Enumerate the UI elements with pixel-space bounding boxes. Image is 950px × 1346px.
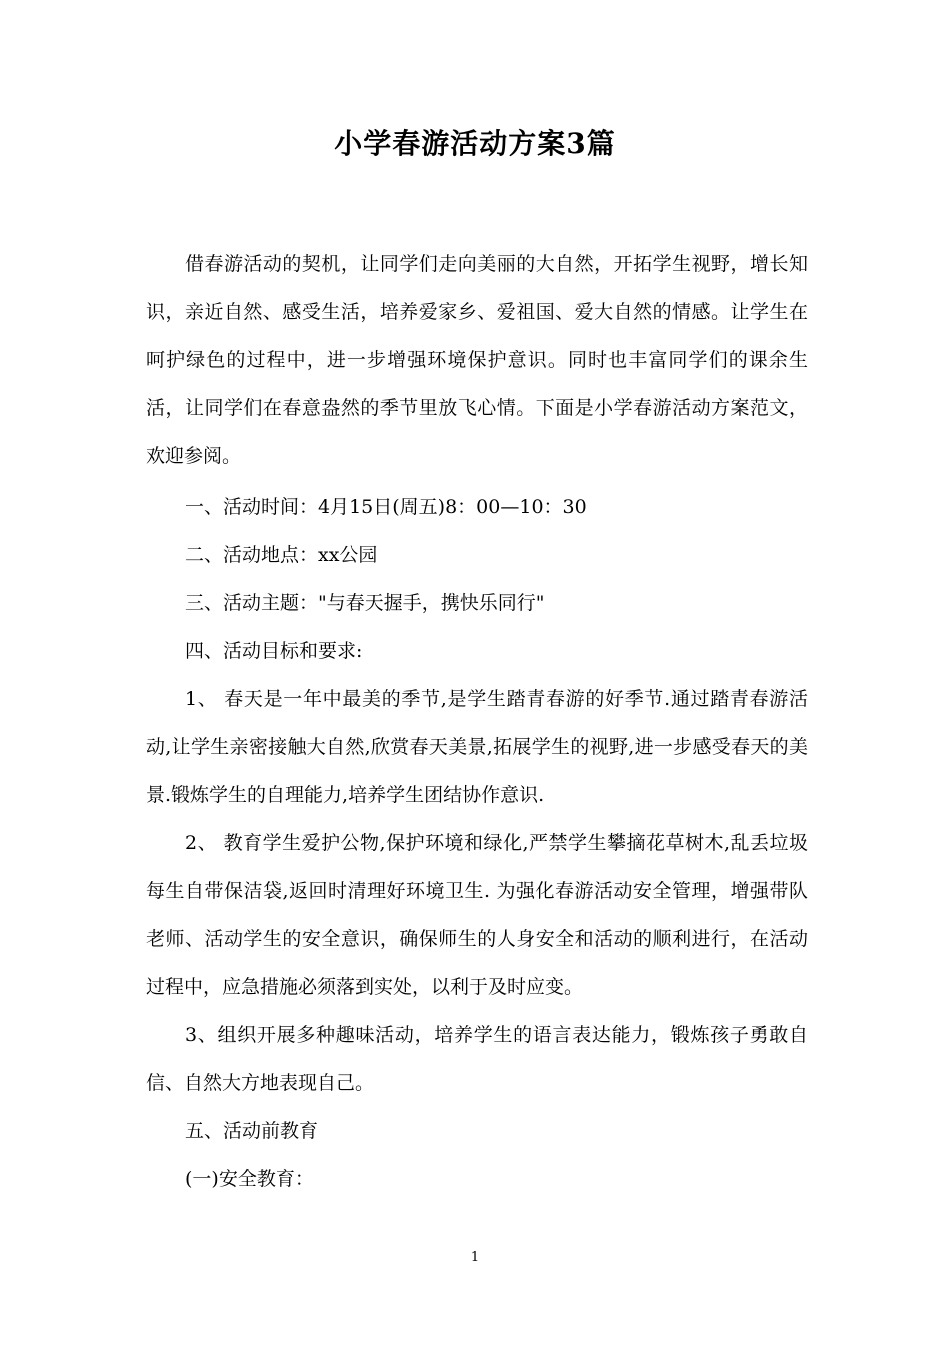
document-title: 小学春游活动方案3篇 [334,127,616,160]
plan-list [146,483,808,1203]
plan-item-location: 二、活动地点：xx公园 [185,544,378,566]
plan-item-goal-3: 3、组织开展多种趣味活动，培养学生的语言表达能力，锻炼孩子勇敢自信、自然大方地表现自己。 [146,1024,808,1094]
page-number: 1 [470,1250,480,1265]
plan-item-education-heading: 五、活动前教育 [185,1120,319,1142]
intro-paragraph: 借春游活动的契机，让同学们走向美丽的大自然，开拓学生视野，增长知识，亲近自然、感受生活，培养爱家乡、爱祖国、爱大自然的情感。让学生在呵护绿色的过程中，进一步增强环境保护意识。同时也丰富同学们的课余生活，让同学们在春意盎然的季节里放飞心情。下面是小学春游活动方案范文，欢迎参阅。 [146,253,808,467]
plan-item-goal-1: 1、 春天是一年中最美的季节,是学生踏青春游的好季节.通过踏青春游活动,让学生亲密接触大自然,欣赏春天美景,拓展学生的视野,进一步感受春天的美景.锻炼学生的自理能力,培养学生团结协作意识. [146,688,808,806]
plan-item-safety-heading: (一)安全教育： [185,1168,314,1190]
plan-item-theme: 三、活动主题："与春天握手，携快乐同行" [185,592,545,614]
plan-item-goal-2: 2、 教育学生爱护公物,保护环境和绿化,严禁学生攀摘花草树木,乱丢垃圾每生自带保洁袋,返回时清理好环境卫生. 为强化春游活动安全管理，增强带队老师、活动学生的安全意识，确保师生的人身安全和活动的顺利进行，在活动过程中，应急措施必须落到实处，以利于及时应变。 [146,832,808,998]
plan-item-time: 一、活动时间：4月15日(周五)8：00—10：30 [185,496,587,518]
plan-item-goals-heading: 四、活动目标和要求: [185,640,363,662]
